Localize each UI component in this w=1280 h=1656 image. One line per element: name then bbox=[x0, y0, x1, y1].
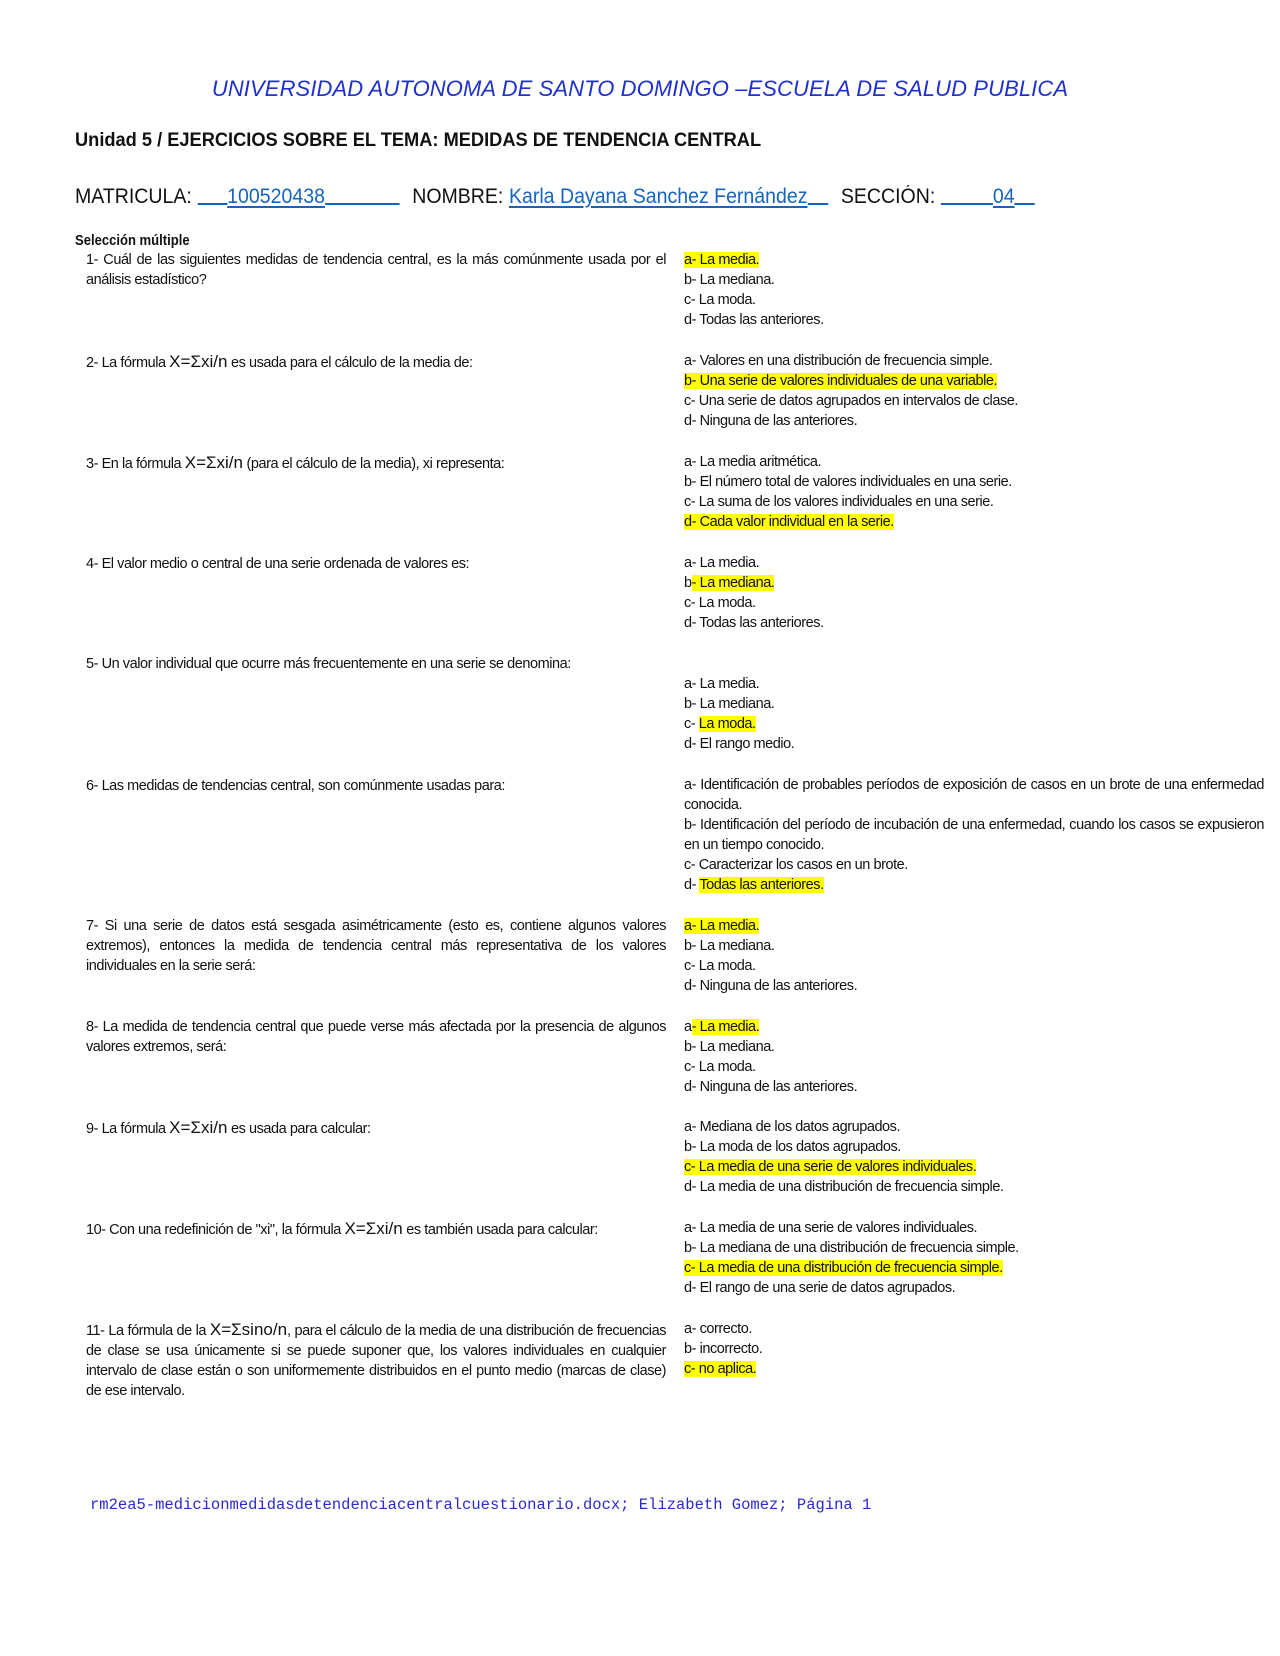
blank-line bbox=[325, 185, 399, 205]
option bbox=[684, 916, 1264, 936]
formula: X=Σsino/n bbox=[209, 1320, 288, 1339]
blank-line bbox=[941, 185, 993, 205]
option: d- Ninguna de las anteriores. bbox=[684, 413, 858, 429]
nombre-value: Karla Dayana Sanchez Fernández bbox=[508, 185, 808, 208]
option: d- La media de una distribución de frecuencia simple. bbox=[684, 1179, 1004, 1195]
blank-line bbox=[808, 185, 828, 205]
option: a- La media. bbox=[684, 676, 760, 692]
unit-title: Unidad 5 / EJERCICIOS SOBRE EL TEMA: MEDIDAS DE TENDENCIA CENTRAL bbox=[75, 130, 762, 151]
seccion-label: SECCIÓN: bbox=[840, 185, 936, 208]
seccion-value: 04 bbox=[992, 185, 1015, 208]
answer-highlight: - La mediana. bbox=[691, 575, 775, 591]
option: d- El rango de una serie de datos agrupados. bbox=[684, 1280, 956, 1296]
option: a- La media aritmética. bbox=[684, 454, 822, 470]
blank-line bbox=[197, 185, 227, 205]
option bbox=[684, 250, 1264, 270]
answer-highlight: a- La media. bbox=[684, 918, 760, 934]
options-3 bbox=[684, 452, 1264, 532]
options-9 bbox=[684, 1117, 1264, 1197]
question-7: 7- Si una serie de datos está sesgada asimétricamente (esto es, contiene algunos valores extremos), entonces la medida de tendencia central más representativa de los valores individuales en la serie será: bbox=[86, 918, 666, 974]
answer-highlight: c- La media de una serie de valores individuales. bbox=[684, 1159, 977, 1175]
answer-highlight: a- La media. bbox=[684, 252, 760, 268]
option: d- El rango medio. bbox=[684, 736, 795, 752]
answer-highlight: c- no aplica. bbox=[684, 1361, 757, 1377]
option: a- Valores en una distribución de frecuencia simple. bbox=[684, 353, 993, 369]
option: c- La moda. bbox=[684, 292, 756, 308]
answer-highlight: La moda. bbox=[698, 716, 756, 732]
page-footer: rm2ea5-medicionmedidasdetendenciacentralcuestionario.docx; Elizabeth Gomez; Página 1 bbox=[90, 1496, 872, 1514]
question-10: 10- Con una redefinición de "xi", la fórmula X=Σxi/n es también usada para calcular: bbox=[86, 1219, 598, 1238]
answer-highlight: b- Una serie de valores individuales de una variable. bbox=[684, 373, 998, 389]
option: d- Ninguna de las anteriores. bbox=[684, 1079, 858, 1095]
blank-line bbox=[1015, 185, 1035, 205]
question-2: 2- La fórmula X=Σxi/n es usada para el cálculo de la media de: bbox=[86, 352, 473, 371]
question-1: 1- Cuál de las siguientes medidas de tendencia central, es la más comúnmente usada por el análisis estadístico? bbox=[86, 252, 666, 288]
option: c- Una serie de datos agrupados en intervalos de clase. bbox=[684, 393, 1018, 409]
option: b- La moda de los datos agrupados. bbox=[684, 1139, 901, 1155]
option: c- La suma de los valores individuales en una serie. bbox=[684, 494, 994, 510]
matricula-value: 100520438 bbox=[227, 185, 325, 208]
options-1 bbox=[684, 250, 1264, 330]
option: b- La mediana. bbox=[684, 938, 775, 954]
option: b- La mediana de una distribución de frecuencia simple. bbox=[684, 1240, 1019, 1256]
formula: X=Σxi/n bbox=[169, 352, 228, 371]
options-4 bbox=[684, 553, 1264, 633]
question-11: 11- La fórmula de la X=Σsino/n, para el cálculo de la media de una distribución de frecuencias de clase se usa únicamente si se puede suponer que, los valores individuales en cualquier intervalo de clase están o son uniformemente distribuidos en el punto medio (marcas de clase) de ese intervalo. bbox=[86, 1320, 666, 1399]
option: a- La media de una serie de valores individuales. bbox=[684, 1220, 978, 1236]
option bbox=[684, 1157, 1264, 1177]
option: c- La moda. bbox=[684, 595, 756, 611]
answer-highlight: Todas las anteriores. bbox=[699, 877, 824, 893]
formula: X=Σxi/n bbox=[184, 453, 243, 472]
option: b- Identificación del período de incubación de una enfermedad, cuando los casos se expusieron en un tiempo conocido. bbox=[684, 817, 1264, 853]
question-4: 4- El valor medio o central de una serie ordenada de valores es: bbox=[86, 556, 470, 572]
option: d- Ninguna de las anteriores. bbox=[684, 978, 858, 994]
question-8: 8- La medida de tendencia central que puede verse más afectada por la presencia de algunos valores extremos, será: bbox=[86, 1019, 666, 1055]
formula: X=Σxi/n bbox=[169, 1118, 228, 1137]
question-5: 5- Un valor individual que ocurre más frecuentemente en una serie se denomina: bbox=[86, 656, 571, 672]
option: b- La mediana. bbox=[684, 272, 775, 288]
option: b- La mediana. bbox=[684, 696, 775, 712]
options-5 bbox=[684, 674, 1264, 754]
option: a- Mediana de los datos agrupados. bbox=[684, 1119, 901, 1135]
formula: X=Σxi/n bbox=[344, 1219, 403, 1238]
nombre-label: NOMBRE: bbox=[412, 185, 504, 208]
option: d- Todas las anteriores. bbox=[684, 615, 824, 631]
answer-highlight: d- Cada valor individual en la serie. bbox=[684, 514, 894, 530]
options-6 bbox=[684, 775, 1264, 895]
option: c- La moda. bbox=[684, 958, 756, 974]
student-info-line bbox=[75, 185, 1035, 209]
question-6: 6- Las medidas de tendencias central, son comúnmente usadas para: bbox=[86, 778, 505, 794]
option: b- El número total de valores individuales en una serie. bbox=[684, 474, 1012, 490]
option: b- incorrecto. bbox=[684, 1341, 763, 1357]
option bbox=[684, 1258, 1264, 1278]
option: b- La mediana. bbox=[684, 1039, 775, 1055]
option: a- La media. bbox=[684, 555, 760, 571]
options-2 bbox=[684, 351, 1264, 431]
option bbox=[684, 512, 1264, 532]
matricula-label: MATRICULA: bbox=[75, 185, 192, 208]
option: c- La moda. bbox=[684, 1059, 756, 1075]
answer-highlight: - La media. bbox=[691, 1019, 760, 1035]
option bbox=[684, 371, 1264, 391]
option: d- Todas las anteriores. bbox=[684, 877, 824, 893]
options-10 bbox=[684, 1218, 1264, 1298]
question-3: 3- En la fórmula X=Σxi/n (para el cálculo de la media), xi representa: bbox=[86, 453, 505, 472]
question-9: 9- La fórmula X=Σxi/n es usada para calcular: bbox=[86, 1118, 371, 1137]
options-7 bbox=[684, 916, 1264, 996]
option: b- La mediana. bbox=[684, 575, 775, 591]
option: a- correcto. bbox=[684, 1321, 752, 1337]
options-11 bbox=[684, 1319, 1264, 1379]
answer-highlight: c- La media de una distribución de frecuencia simple. bbox=[684, 1260, 1003, 1276]
option: c- Caracterizar los casos en un brote. bbox=[684, 857, 908, 873]
option: a- La media. bbox=[684, 1019, 760, 1035]
option: a- Identificación de probables períodos de exposición de casos en un brote de una enfermedad conocida. bbox=[684, 777, 1264, 813]
university-title: UNIVERSIDAD AUTONOMA DE SANTO DOMINGO –ESCUELA DE SALUD PUBLICA bbox=[211, 76, 1069, 101]
option: d- Todas las anteriores. bbox=[684, 312, 824, 328]
option: c- La moda. bbox=[684, 716, 756, 732]
options-8 bbox=[684, 1017, 1264, 1097]
section-label: Selección múltiple bbox=[75, 233, 190, 249]
option bbox=[684, 1359, 1264, 1379]
